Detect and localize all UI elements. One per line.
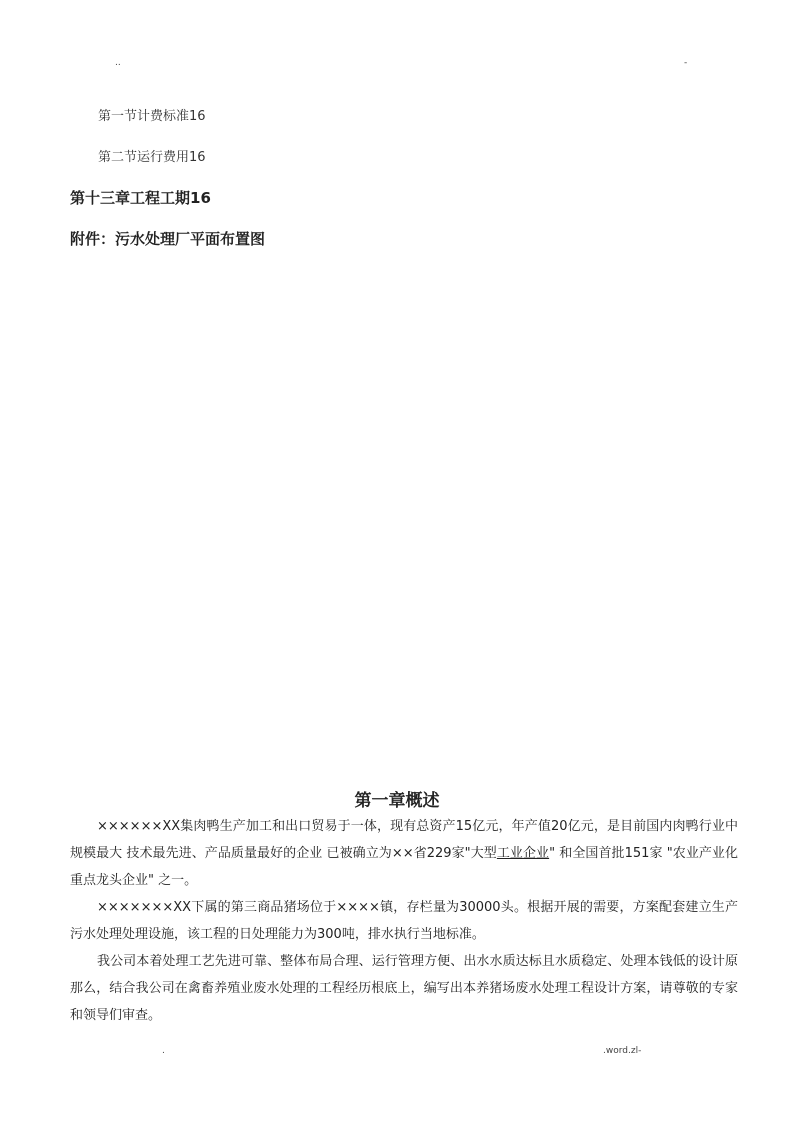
paragraph-2: ×××××××XX下属的第三商品猪场位于××××镇，存栏量为30000头。根据开展的需要，方案配套建立生产污水处理处理设施，该工程的日处理能力为300吨，排水执行当地标准。 <box>70 900 738 942</box>
toc-entry[interactable]: 第一节计费标准16 <box>98 109 206 124</box>
footer-right-text: .word.zl- <box>603 1046 642 1056</box>
toc-entry[interactable]: 第二节运行费用16 <box>98 150 206 165</box>
chapter-title: 第一章概述 <box>354 791 440 811</box>
paragraph-1-underlined: 工业企业 <box>496 846 550 861</box>
toc-entry[interactable]: 附件：污水处理厂平面布置图 <box>70 230 266 248</box>
footer-left-mark: . <box>162 1046 165 1056</box>
header-left-mark: .. <box>115 58 121 68</box>
header-right-mark: - <box>684 58 688 68</box>
toc-entry[interactable]: 第十三章工程工期16 <box>70 189 211 207</box>
paragraph-3: 我公司本着处理工艺先进可靠、整体布局合理、运行管理方便、出水水质达标且水质稳定、处理本钱低的设计原那么，结合我公司在禽畜养殖业废水处理的工程经历根底上，编写出本养猪场废水处理工程设计方案，请尊敬的专家和领导们审查。 <box>70 954 738 1023</box>
paragraph-1-text-c: " 和全国首批151家 "农业产业化重点龙头企业" 之一。 <box>70 846 738 888</box>
paragraph-1-text-a: ××××××XX集肉鸭生产加工和出口贸易于一体，现有总资产15亿元，年产值20亿元，是目前国内肉鸭行业中规模最大 技术最先进、产品质量最好的企业 已被确立为××省229家"大型 <box>70 819 738 861</box>
paragraph-1 <box>70 813 738 894</box>
